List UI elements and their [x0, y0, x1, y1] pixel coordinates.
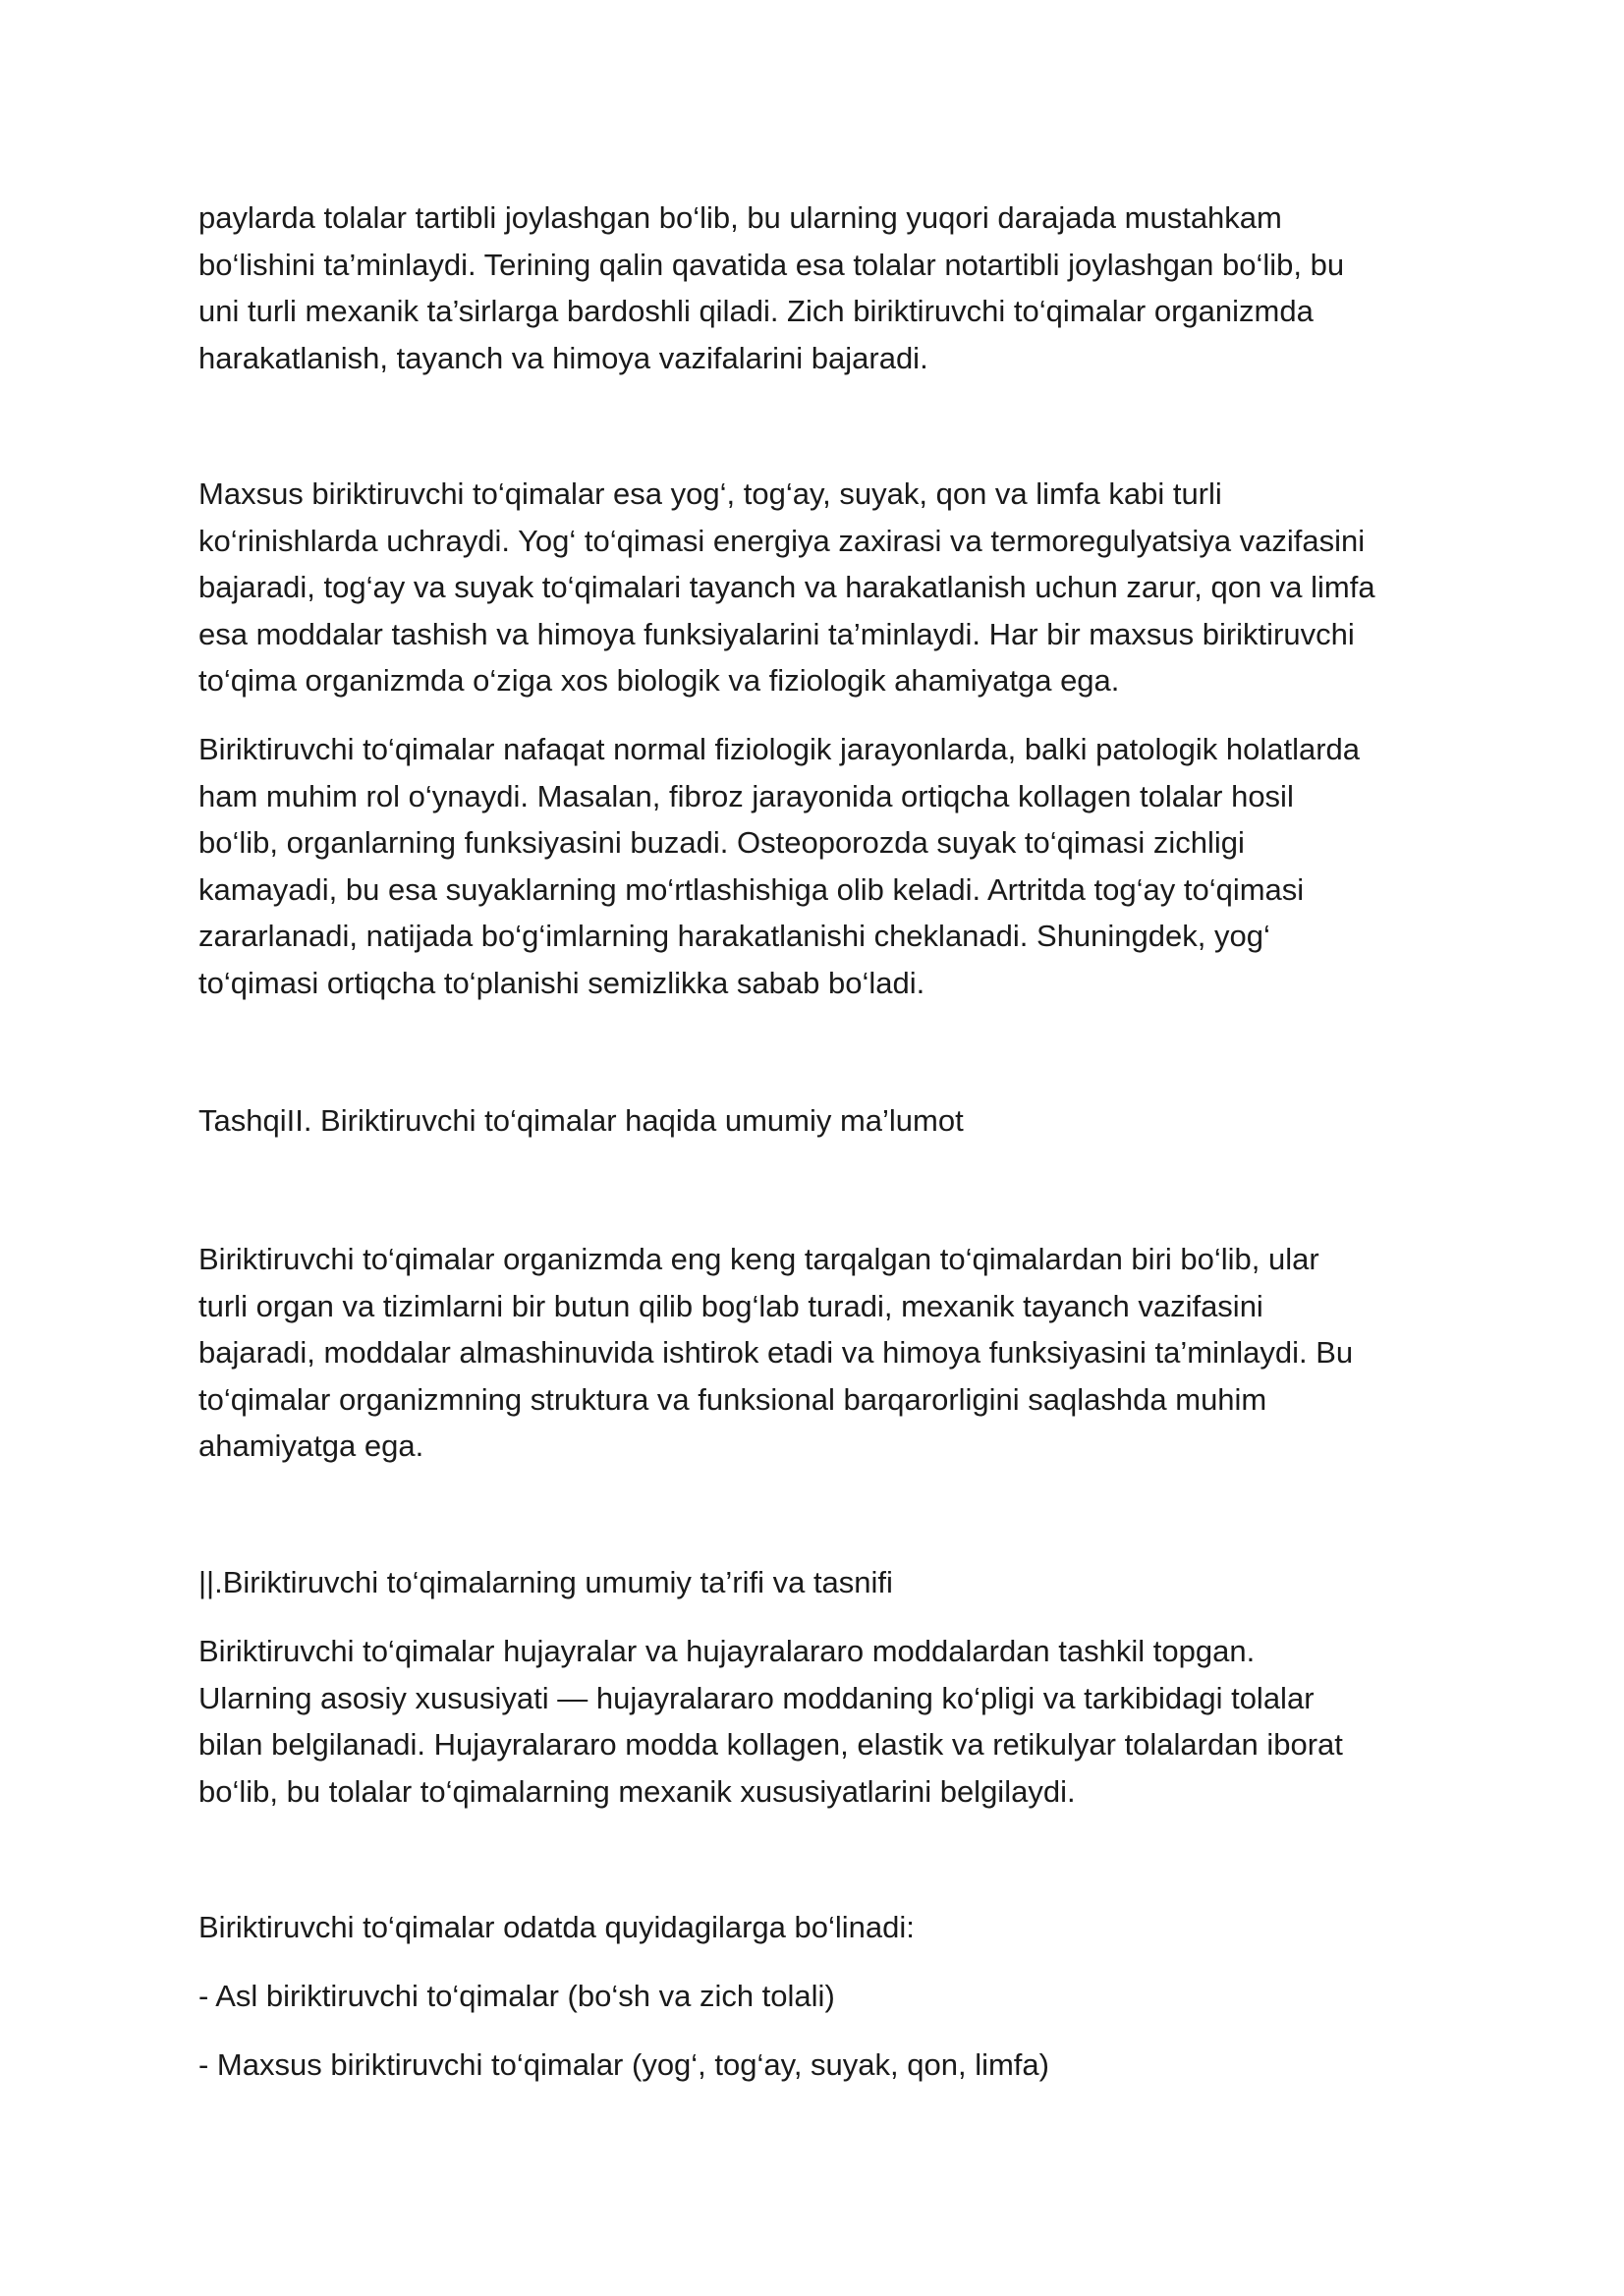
paragraph-line: ahamiyatga ega.	[198, 1428, 424, 1463]
paragraph-line: bo‘lib, bu tolalar to‘qimalarning mexanik xususiyatlarini belgilaydi.	[198, 1773, 1076, 1809]
paragraph-line: kamayadi, bu esa suyaklarning mo‘rtlashishiga olib keladi. Artritda tog‘ay to‘qimasi	[198, 871, 1305, 907]
paragraph-line: Ularning asosiy xususiyati — hujayralararo moddaning ko‘pligi va tarkibidagi tolalar	[198, 1680, 1315, 1715]
paragraph-line: harakatlanish, tayanch va himoya vazifalarini bajaradi.	[198, 340, 928, 375]
paragraph-line: bajaradi, moddalar almashinuvida ishtirok etadi va himoya funksiyasini ta’minlaydi. Bu	[198, 1335, 1354, 1370]
paragraph-6	[198, 1904, 1456, 1951]
section-heading-1	[198, 1097, 1456, 1145]
paragraph-line: paylarda tolalar tartibli joylashgan bo‘lib, bu ularning yuqori darajada mustahkam	[198, 200, 1282, 235]
list-item-text: - Maxsus biriktiruvchi to‘qimalar (yog‘, tog‘ay, suyak, qon, limfa)	[198, 2047, 1049, 2082]
paragraph-line: to‘qimalar organizmning struktura va funksional barqarorligini saqlashda muhim	[198, 1381, 1267, 1417]
paragraph-line: ham muhim rol o‘ynaydi. Masalan, fibroz jarayonida ortiqcha kollagen tolalar hosil	[198, 778, 1294, 813]
paragraph-line: zararlanadi, natijada bo‘g‘imlarning harakatlanishi cheklanadi. Shuningdek, yog‘	[198, 919, 1270, 953]
paragraph-line: bilan belgilanadi. Hujayralararo modda kollagen, elastik va retikulyar tolalardan iborat	[198, 1727, 1343, 1762]
paragraph-line: turli organ va tizimlarni bir butun qilib bog‘lab turadi, mexanik tayanch vazifasini	[198, 1288, 1263, 1323]
paragraph-5	[198, 1628, 1456, 1815]
paragraph-line: Biriktiruvchi to‘qimalar nafaqat normal fiziologik jarayonlarda, balki patologik holatlarda	[198, 732, 1361, 766]
list-item-text: - Asl biriktiruvchi to‘qimalar (bo‘sh va zich tolali)	[198, 1979, 835, 2013]
paragraph-line: Biriktiruvchi to‘qimalar odatda quyidagilarga bo‘linadi:	[198, 1910, 915, 1944]
section-heading-2	[198, 1559, 1456, 1606]
paragraph-line: Biriktiruvchi to‘qimalar hujayralar va hujayralararo moddalardan tashkil topgan.	[198, 1634, 1256, 1668]
paragraph-line: Biriktiruvchi to‘qimalar organizmda eng keng tarqalgan to‘qimalardan biri bo‘lib, ular	[198, 1242, 1319, 1276]
paragraph-line: bo‘lib, organlarning funksiyasini buzadi. Osteoporozda suyak to‘qimasi zichligi	[198, 825, 1245, 860]
paragraph-line: esa moddalar tashish va himoya funksiyalarini ta’minlaydi. Har bir maxsus biriktiruvchi	[198, 616, 1355, 651]
list-item-2	[198, 2042, 1456, 2089]
paragraph-1	[198, 195, 1456, 381]
paragraph-line: bo‘lishini ta’minlaydi. Terining qalin qavatida esa tolalar notartibli joylashgan bo‘lib, bu	[198, 247, 1345, 282]
list-item-1	[198, 1973, 1456, 2020]
heading-text: ||.Biriktiruvchi to‘qimalarning umumiy ta’rifi va tasnifi	[198, 1565, 893, 1599]
paragraph-line: ko‘rinishlarda uchraydi. Yog‘ to‘qimasi energiya zaxirasi va termoregulyatsiya vazifasini	[198, 523, 1366, 558]
paragraph-2	[198, 471, 1456, 704]
paragraph-line: uni turli mexanik ta’sirlarga bardoshli qiladi. Zich biriktiruvchi to‘qimalar organizmda	[198, 294, 1314, 328]
paragraph-4	[198, 1236, 1456, 1470]
paragraph-line: bajaradi, tog‘ay va suyak to‘qimalari tayanch va harakatlanish uchun zarur, qon va limfa	[198, 570, 1375, 604]
paragraph-line: Maxsus biriktiruvchi to‘qimalar esa yog‘, tog‘ay, suyak, qon va limfa kabi turli	[198, 476, 1222, 511]
paragraph-line: to‘qimasi ortiqcha to‘planishi semizlikka sabab bo‘ladi.	[198, 965, 925, 1000]
paragraph-3	[198, 726, 1456, 1006]
paragraph-line: to‘qima organizmda o‘ziga xos biologik va fiziologik ahamiyatga ega.	[198, 663, 1120, 698]
heading-text: TashqiII. Biriktiruvchi to‘qimalar haqida umumiy ma’lumot	[198, 1103, 964, 1138]
